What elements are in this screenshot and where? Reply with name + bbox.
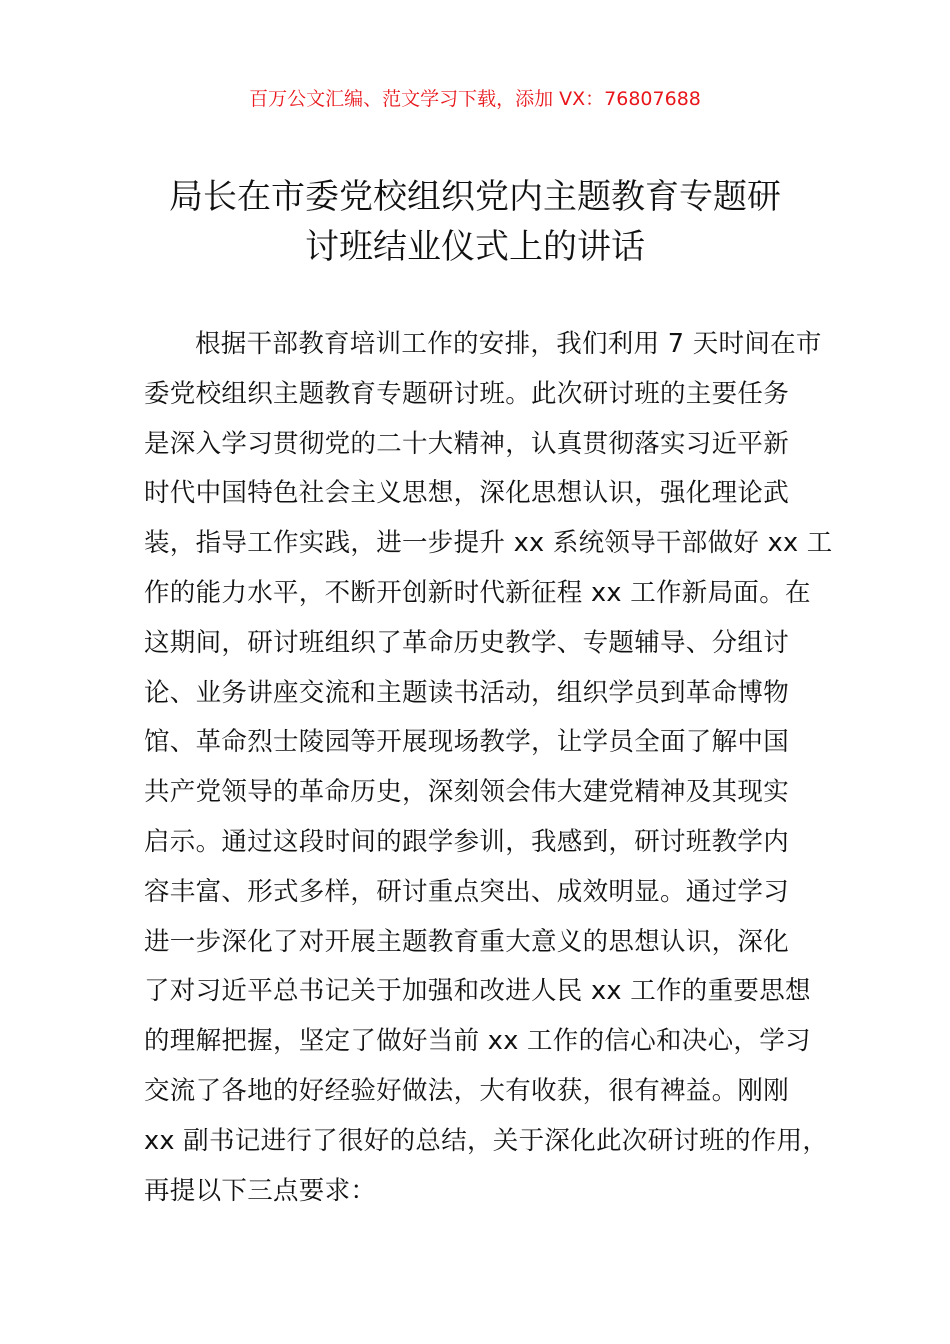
header-watermark: 百万公文汇编、范文学习下载，添加 VX：76807688 bbox=[249, 88, 701, 110]
paragraph-line: 的理解把握，坚定了做好当前 xx 工作的信心和决心，学习 bbox=[144, 1026, 811, 1057]
paragraph-line: xx 副书记进行了很好的总结，关于深化此次研讨班的作用， bbox=[144, 1125, 829, 1156]
paragraph-line: 交流了各地的好经验好做法，大有收获，很有裨益。刚刚 bbox=[144, 1075, 790, 1106]
paragraph-line: 根据干部教育培训工作的安排，我们利用 7 天时间在市 bbox=[195, 329, 822, 359]
document-title bbox=[0, 172, 950, 272]
paragraph-line: 论、业务讲座交流和主题读书活动，组织学员到革命博物 bbox=[144, 677, 790, 708]
paragraph-line: 共产党领导的革命历史，深刻领会伟大建党精神及其现实 bbox=[144, 777, 790, 808]
paragraph-line: 装，指导工作实践，进一步提升 xx 系统领导干部做好 xx 工 bbox=[144, 528, 833, 559]
body-paragraph bbox=[144, 320, 833, 1216]
paragraph-line: 了对习近平总书记关于加强和改进人民 xx 工作的重要思想 bbox=[144, 976, 811, 1007]
paragraph-line: 馆、革命烈士陵园等开展现场教学，让学员全面了解中国 bbox=[144, 727, 790, 758]
paragraph-line: 委党校组织主题教育专题研讨班。此次研讨班的主要任务 bbox=[144, 378, 790, 409]
paragraph-line: 作的能力水平，不断开创新时代新征程 xx 工作新局面。在 bbox=[144, 577, 811, 608]
paragraph-line: 启示。通过这段时间的跟学参训，我感到，研讨班教学内 bbox=[144, 826, 790, 857]
paragraph-line: 是深入学习贯彻党的二十大精神，认真贯彻落实习近平新 bbox=[144, 428, 790, 459]
paragraph-line: 这期间，研讨班组织了革命历史教学、专题辅导、分组讨 bbox=[144, 627, 790, 658]
title-line: 局长在市委党校组织党内主题教育专题研 bbox=[169, 177, 781, 217]
title-line: 讨班结业仪式上的讲话 bbox=[305, 227, 645, 267]
paragraph-line: 时代中国特色社会主义思想，深化思想认识，强化理论武 bbox=[144, 478, 790, 509]
paragraph-line: 再提以下三点要求： bbox=[144, 1175, 377, 1206]
paragraph-line: 进一步深化了对开展主题教育重大意义的思想认识，深化 bbox=[144, 926, 790, 957]
paragraph-line: 容丰富、形式多样，研讨重点突出、成效明显。通过学习 bbox=[144, 876, 790, 907]
